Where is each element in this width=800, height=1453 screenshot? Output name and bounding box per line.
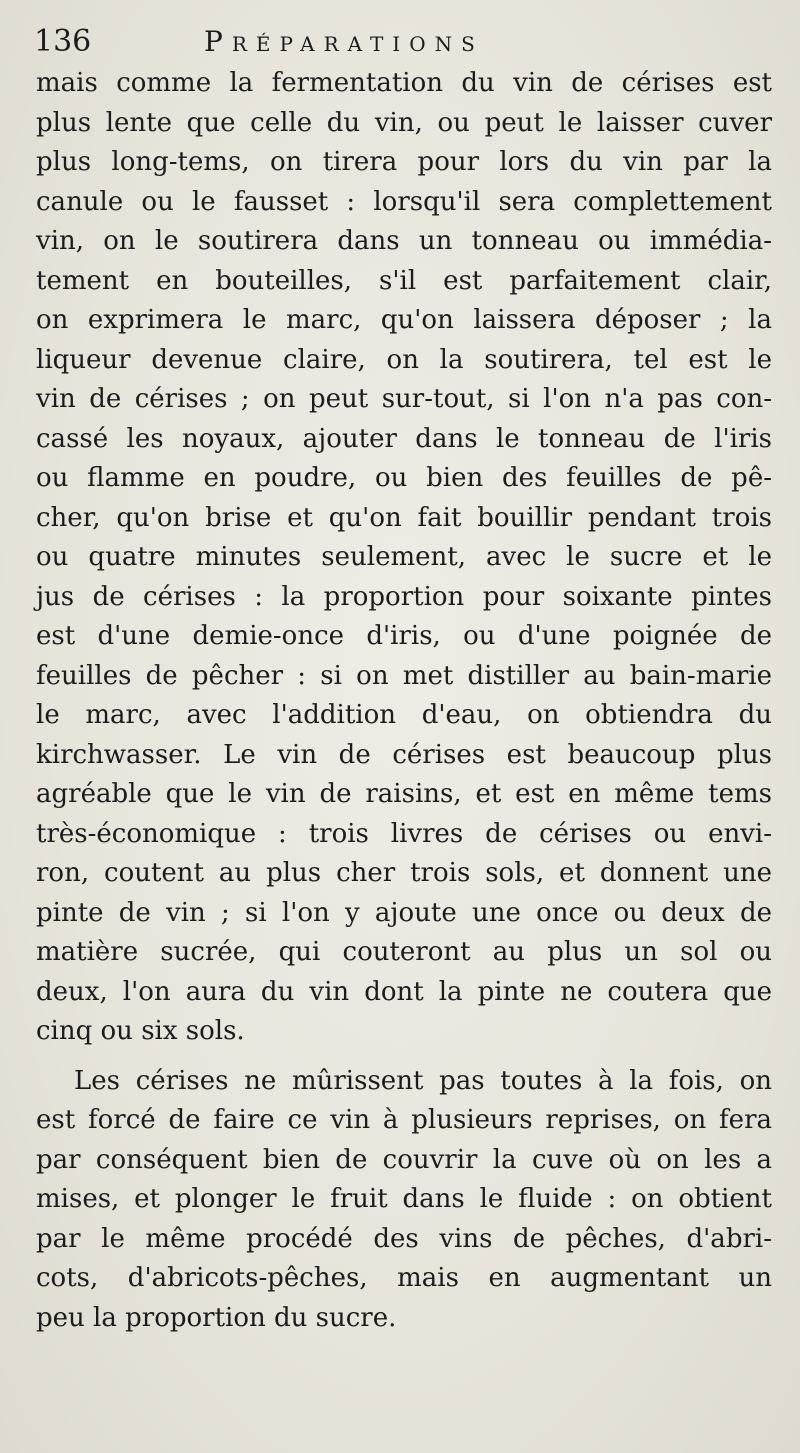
text-line: le marc, avec l'addition d'eau, on obtiendra du [36, 700, 772, 730]
text-line: deux, l'on aura du vin dont la pinte ne coutera que [36, 976, 772, 1007]
text-line: est d'une demie-once d'iris, ou d'une poignée de [36, 621, 772, 651]
body-text [36, 64, 772, 1338]
text-line: cassé les noyaux, ajouter dans le tonneau de l'iris [36, 423, 772, 454]
text-line: ron, coutent au plus cher trois sols, et donnent une [36, 858, 772, 888]
text-line: jus de cérises : la proportion pour soixante pintes [36, 581, 772, 612]
text-line: on exprimera le marc, qu'on laissera déposer ; la [36, 305, 772, 335]
text-line: mises, et plonger le fruit dans le fluide : on obtient [36, 1184, 772, 1214]
text-line: très-économique : trois livres de cérises ou envi- [36, 818, 772, 849]
text-line: peu la proportion du sucre. [36, 1302, 397, 1333]
text-line: kirchwasser. Le vin de cérises est beaucoup plus [36, 739, 772, 770]
text-line: pinte de vin ; si l'on y ajoute une once ou deux de [36, 897, 772, 928]
page-number: 136 [34, 24, 92, 59]
text-line: cinq ou six sols. [36, 1016, 245, 1046]
text-line: agréable que le vin de raisins, et est en même tems [36, 779, 772, 809]
text-line: canule ou le fausset : lorsqu'il sera complettement [36, 186, 772, 217]
running-title: Préparations [204, 25, 484, 58]
paragraph-2 [36, 1062, 772, 1339]
text-line: matière sucrée, qui couteront au plus un sol ou [36, 937, 772, 967]
text-line: liqueur devenue claire, on la soutirera, tel est le [36, 344, 772, 375]
text-line: ou flamme en poudre, ou bien des feuilles de pê- [36, 463, 772, 493]
text-line: par le même procédé des vins de pêches, d'abri- [36, 1223, 772, 1254]
page-header [34, 20, 754, 64]
text-line: tement en bouteilles, s'il est parfaitement clair, [36, 265, 772, 296]
text-line: vin de cérises ; on peut sur-tout, si l'on n'a pas con- [36, 384, 772, 414]
text-line: mais comme la fermentation du vin de cérises est [36, 68, 772, 98]
text-line: cots, d'abricots-pêches, mais en augmentant un [36, 1263, 772, 1293]
paragraph-1 [36, 64, 772, 1052]
text-line: plus long-tems, on tirera pour lors du vin par la [36, 147, 772, 177]
text-line: ou quatre minutes seulement, avec le sucre et le [36, 542, 772, 572]
text-line: par conséquent bien de couvrir la cuve où on les a [36, 1144, 772, 1175]
text-line: plus lente que celle du vin, ou peut le laisser cuver [36, 107, 772, 138]
text-line: feuilles de pêcher : si on met distiller au bain-marie [36, 660, 772, 691]
text-line: cher, qu'on brise et qu'on fait bouillir pendant trois [36, 502, 772, 533]
text-line: est forcé de faire ce vin à plusieurs reprises, on fera [36, 1105, 772, 1135]
text-line: vin, on le soutirera dans un tonneau ou immédia- [36, 226, 772, 256]
text-line: Les cérises ne mûrissent pas toutes à la fois, on [74, 1065, 772, 1096]
